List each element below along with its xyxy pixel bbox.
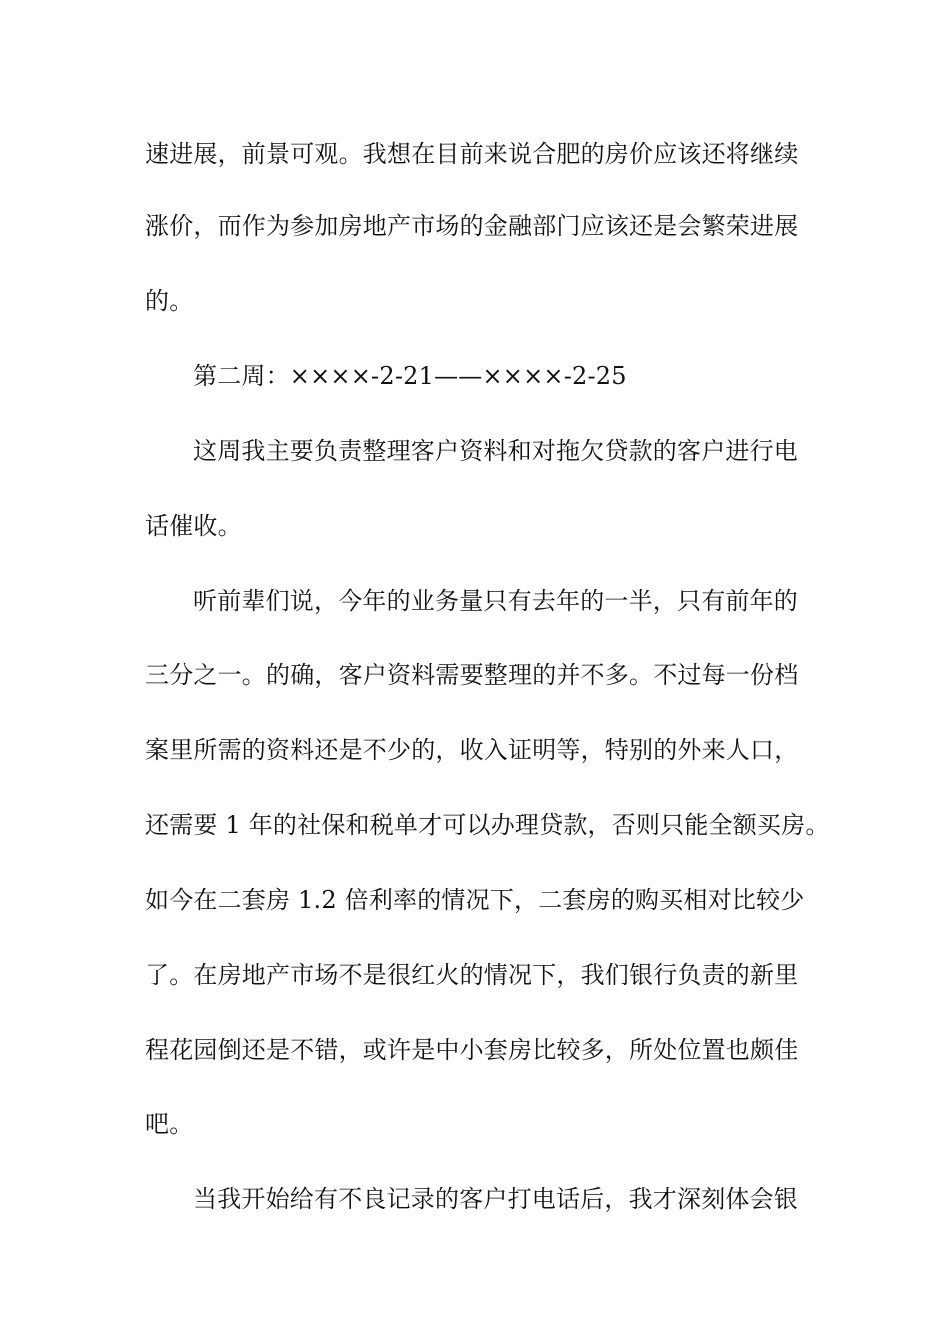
paragraph-line: 三分之一。的确，客户资料需要整理的并不多。不过每一份档 xyxy=(145,661,799,689)
paragraph-line: 还需要 1 年的社保和税单才可以办理贷款，否则只能全额买房。 xyxy=(145,811,830,839)
paragraph-line: 了。在房地产市场不是很红火的情况下，我们银行负责的新里 xyxy=(145,961,799,989)
paragraph-line: 这周我主要负责整理客户资料和对拖欠贷款的客户进行电 xyxy=(193,437,798,465)
paragraph-line: 听前辈们说，今年的业务量只有去年的一半，只有前年的 xyxy=(193,587,798,615)
paragraph-line: 的。 xyxy=(145,287,194,315)
paragraph-line: 吧。 xyxy=(145,1110,194,1138)
paragraph-line: 程花园倒还是不错，或许是中小套房比较多，所处位置也颇佳 xyxy=(145,1036,799,1064)
paragraph-line: 如今在二套房 1.2 倍利率的情况下，二套房的购买相对比较少 xyxy=(145,886,805,914)
paragraph-line: 涨价，而作为参加房地产市场的金融部门应该还是会繁荣进展 xyxy=(145,212,799,240)
paragraph-line: 话催收。 xyxy=(145,512,242,540)
paragraph-line: 案里所需的资料还是不少的，收入证明等，特别的外来人口， xyxy=(145,736,799,764)
week-heading: 第二周：××××-2-21——××××-2-25 xyxy=(193,362,627,390)
paragraph-line: 当我开始给有不良记录的客户打电话后，我才深刻体会银 xyxy=(193,1185,798,1213)
paragraph-line: 速进展，前景可观。我想在目前来说合肥的房价应该还将继续 xyxy=(145,140,799,168)
